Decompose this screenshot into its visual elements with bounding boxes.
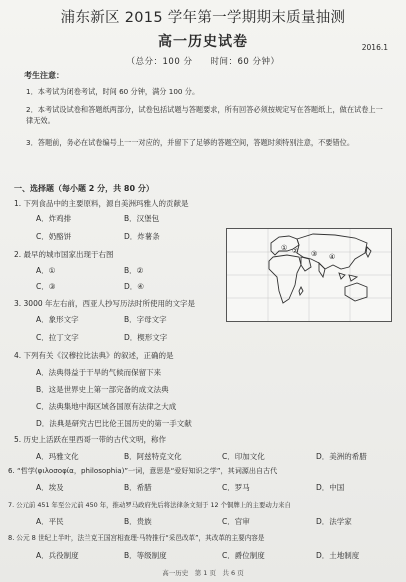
option: C．官审	[222, 517, 250, 526]
option: D．美洲的希腊	[316, 452, 367, 461]
option: A．平民	[36, 517, 64, 526]
option: B．希腊	[124, 483, 152, 492]
option: D．法学家	[316, 517, 352, 526]
option: B．等级制度	[124, 551, 167, 560]
option: D．中国	[316, 483, 345, 492]
option: D．楔形文字	[124, 333, 168, 342]
page-footer: 高一历史 第 1 页 共 6 页	[162, 569, 244, 577]
exam-meta: （总分：100 分 时间：60 分钟）	[126, 57, 280, 67]
option: C．罗马	[222, 483, 250, 492]
map-marker: ③	[311, 250, 318, 258]
option: C．③	[36, 282, 56, 291]
option: C．爵位制度	[222, 551, 265, 560]
option: D．土地制度	[316, 551, 360, 560]
option: B．这是世界史上第一部完备的成文法典	[36, 385, 169, 394]
option: C．法典集地中海区域各国原有法律之大成	[36, 402, 177, 411]
question-stem: 6. “哲学(φιλοσοφία，philosophia)”一词，意思是“爱好知识之学”，其词源出自古代	[8, 466, 278, 475]
option: A．①	[36, 266, 56, 275]
option: D．法典是研究古巴比伦王国历史的第一手文献	[36, 419, 192, 428]
section-heading: 一、选择题（每小题 2 分，共 80 分）	[14, 184, 154, 193]
exam-subtitle: 高一历史试卷	[158, 34, 248, 50]
option: B．字母文字	[124, 315, 167, 324]
option: C．印加文化	[222, 452, 265, 461]
question-stem: 8. 公元 8 世纪上半叶，法兰克王国宫相查理·马特推行“采邑改革”，其改革的主要内容是	[8, 534, 265, 542]
option: A．玛雅文化	[36, 452, 79, 461]
option: B．汉堡包	[124, 214, 160, 223]
world-map-drawing	[227, 229, 391, 321]
note-item: 1．本考试为闭卷考试，时间 60 分钟，满分 100 分。	[26, 87, 200, 96]
map-marker: ①	[281, 244, 288, 252]
exam-title: 浦东新区 2015 学年第一学期期末质量抽测	[60, 10, 346, 26]
map-marker: ④	[329, 253, 336, 261]
option: A．炸鸡排	[36, 214, 72, 223]
option: A．法典得益于干旱的气候而保留下来	[36, 368, 162, 377]
notes-heading: 考生注意：	[24, 71, 64, 80]
note-item: 2．本考试设试卷和答题纸两部分，试卷包括试题与答题要求，所有回答必须按规定写在答题纸上，做在试卷上一律无效。	[26, 105, 383, 125]
exam-date: 2016.1	[361, 43, 388, 52]
option: A．埃及	[36, 483, 64, 492]
question-stem: 1. 下列食品中的主要原料，源自美洲玛雅人的贡献是	[14, 199, 189, 208]
option: C．拉丁文字	[36, 333, 79, 342]
question-stem: 2. 最早的城市国家出现于右图	[14, 250, 114, 259]
option: B．阿兹特克文化	[124, 452, 182, 461]
option: C．奶酪饼	[36, 232, 72, 241]
option: A．象形文字	[36, 315, 79, 324]
option: D．炸薯条	[124, 232, 160, 241]
question-stem: 3. 3000 年左右前，西亚人抄写历法时所使用的文字是	[14, 299, 196, 308]
question-stem: 7. 公元前 451 年至公元前 450 年，推动罗马政府先后将法律条文刻于 12 个铜牌上的主要动力来自	[8, 501, 291, 509]
world-map	[226, 228, 392, 322]
question-stem: 5. 历史上活跃在里西哥一带的古代文明，称作	[14, 435, 167, 444]
question-stem: 4. 下列有关《汉穆拉比法典》的叙述，正确的是	[14, 351, 174, 360]
map-marker: ②	[292, 247, 299, 255]
option: B．②	[124, 266, 144, 275]
note-item: 3．答题前，务必在试卷编号上一一对应的，并留下了足够的答题空间，答题时须特别注意，不要错位。	[26, 138, 355, 147]
option: A．兵役制度	[36, 551, 79, 560]
option: D．④	[124, 282, 144, 291]
option: B．贵族	[124, 517, 152, 526]
